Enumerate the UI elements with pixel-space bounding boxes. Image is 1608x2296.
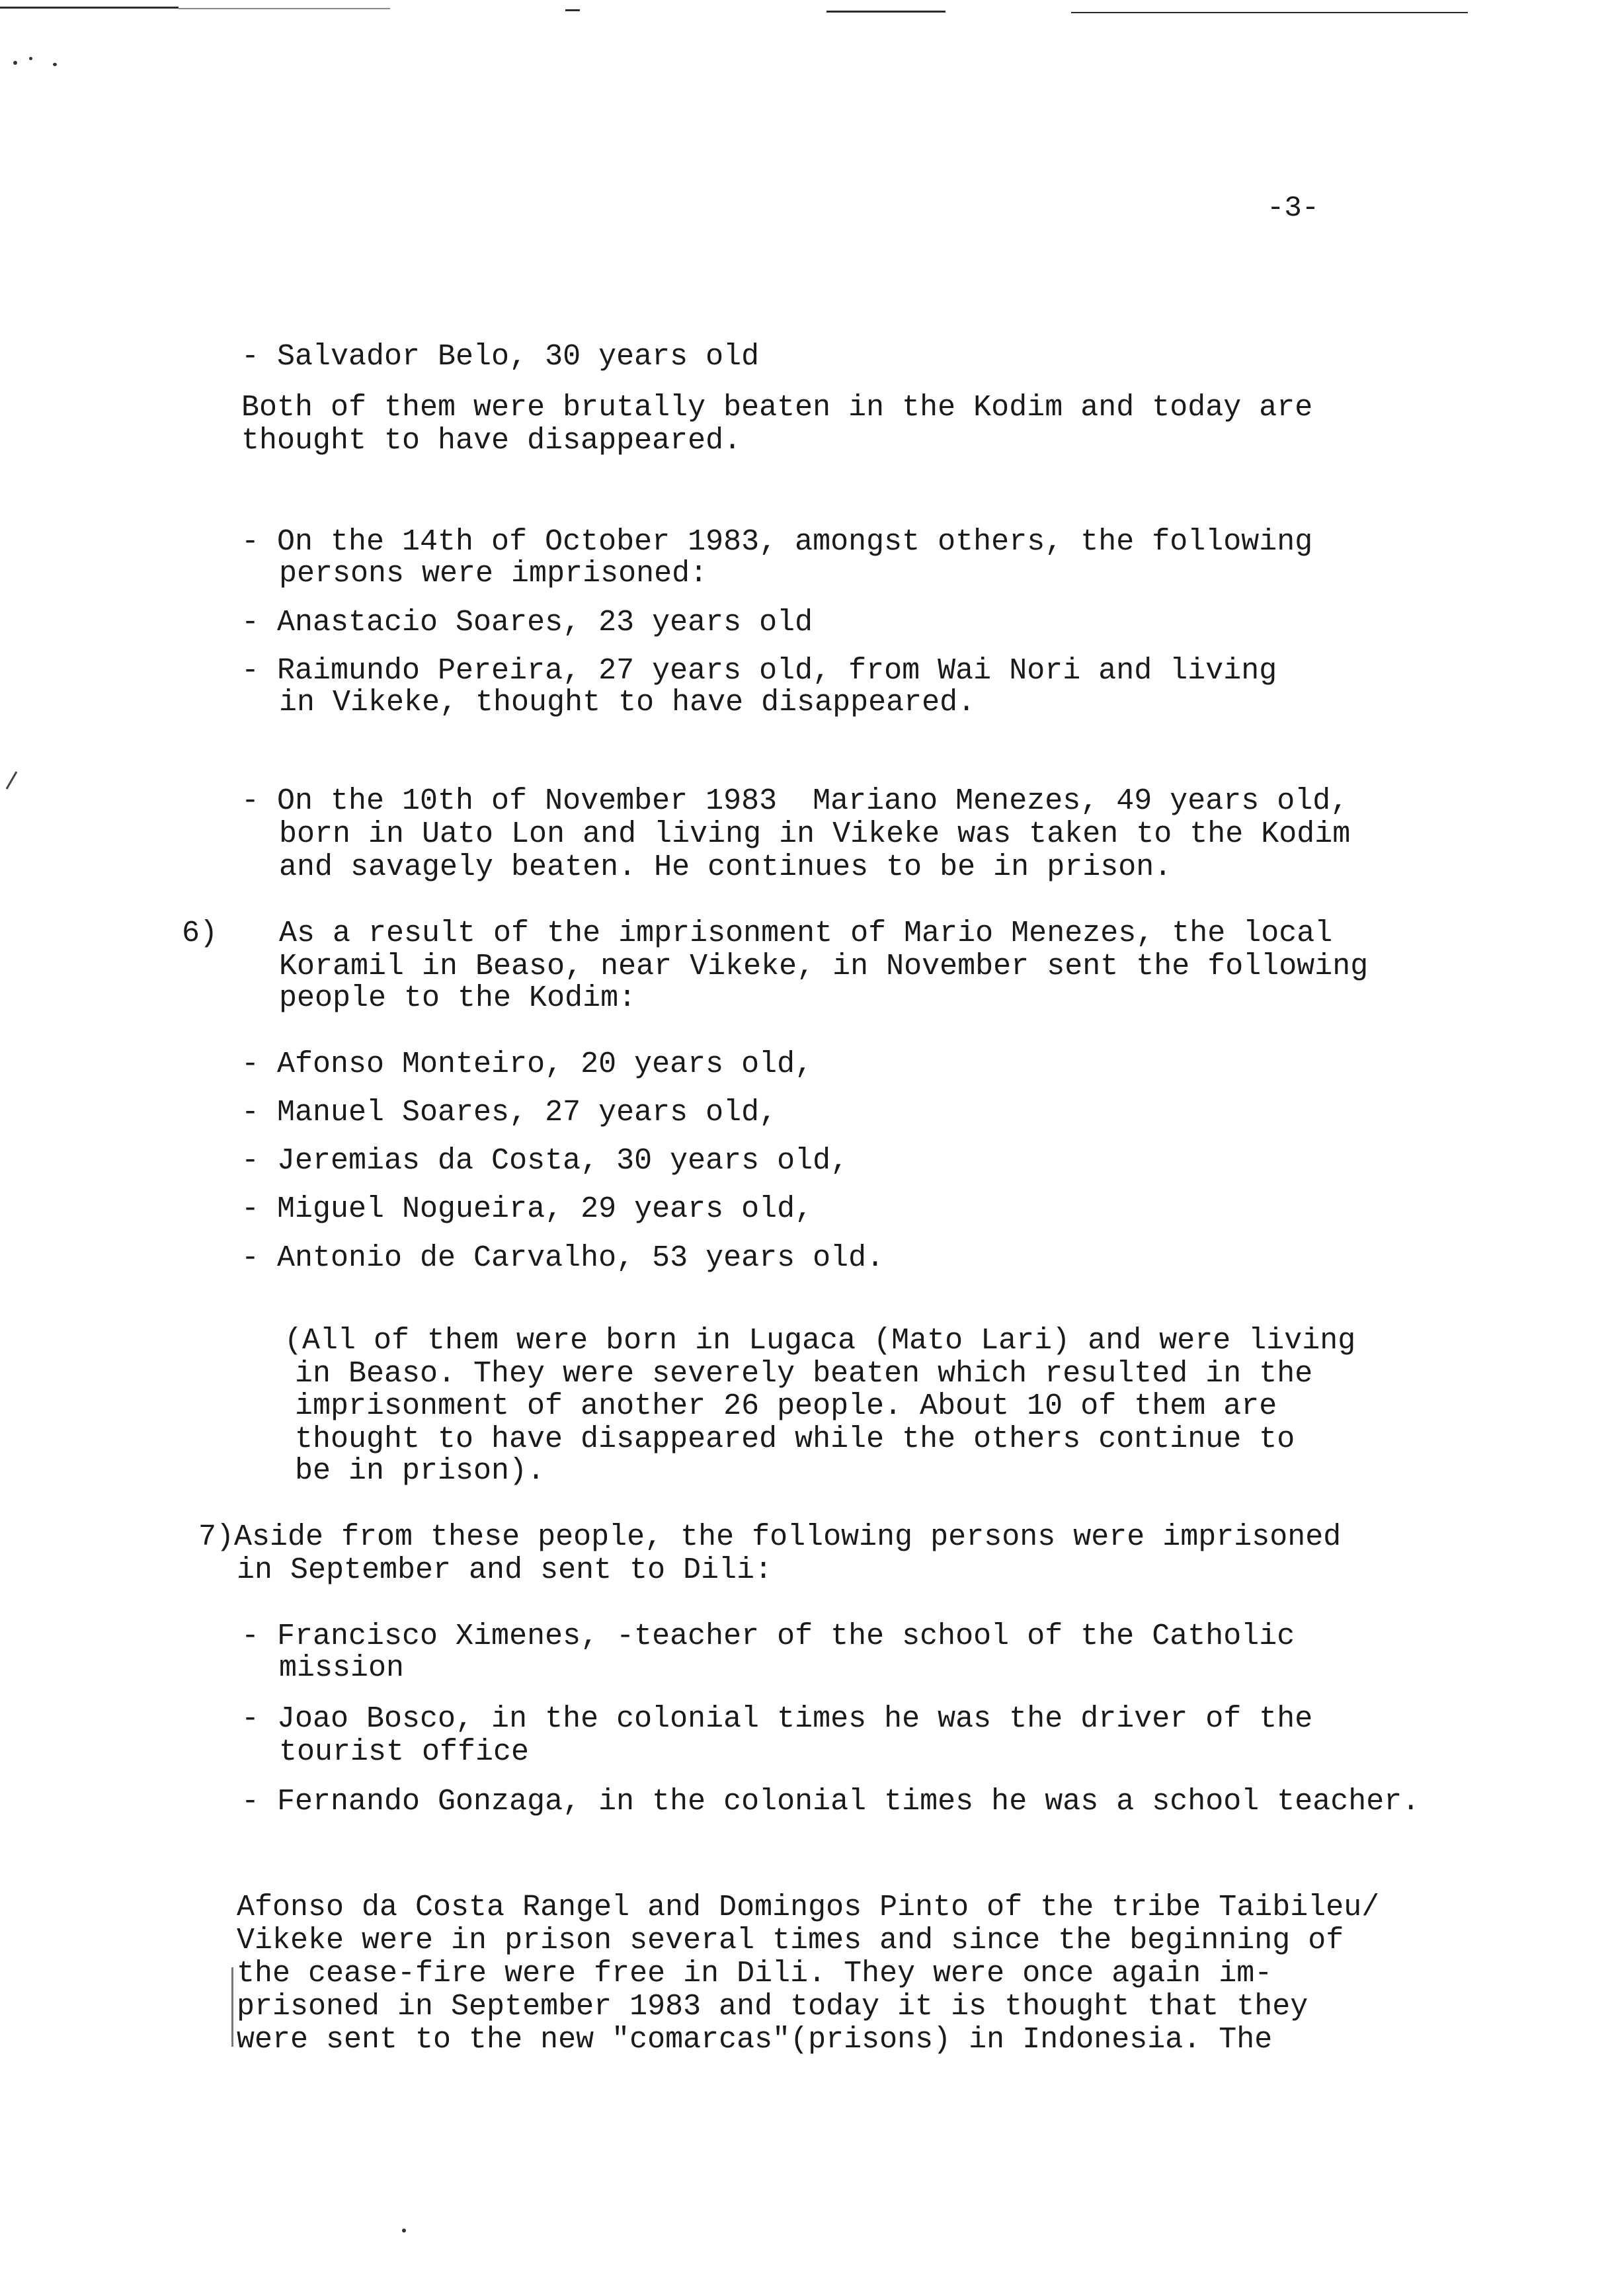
text-line: - Afonso Monteiro, 20 years old, <box>241 1047 813 1081</box>
text-line: - Anastacio Soares, 23 years old <box>241 606 813 639</box>
text-line: - Antonio de Carvalho, 53 years old. <box>241 1241 885 1275</box>
text-line: 7)Aside from these people, the following persons were imprisoned <box>198 1520 1342 1554</box>
scan-edge-line <box>826 11 945 13</box>
item-number: 6) <box>182 917 218 950</box>
text-line: - Salvador Belo, 30 years old <box>241 340 760 374</box>
text-line: thought to have disappeared while the others continue to <box>295 1422 1295 1456</box>
text-line: imprisonment of another 26 people. About 10 of them are <box>295 1389 1277 1423</box>
text-line: Afonso da Costa Rangel and Domingos Pinto of the tribe Taibileu/ <box>237 1891 1380 1924</box>
text-line: - Fernando Gonzaga, in the colonial times he was a school teacher. <box>241 1785 1420 1819</box>
scan-edge-line <box>1071 12 1468 13</box>
text-line: - Manuel Soares, 27 years old, <box>241 1096 778 1129</box>
text-line: be in prison). <box>295 1454 545 1488</box>
text-line: - On the 14th of October 1983, amongst others, the following <box>241 525 1313 559</box>
scan-speck <box>29 57 32 60</box>
scan-edge-line <box>565 9 580 11</box>
text-line: were sent to the new "comarcas"(prisons) in Indonesia. The <box>237 2023 1273 2057</box>
text-line: and savagely beaten. He continues to be in prison. <box>279 850 1172 884</box>
text-line: people to the Kodim: <box>279 981 637 1015</box>
scan-speck <box>13 61 17 65</box>
text-line: - Francisco Ximenes, -teacher of the school of the Catholic <box>241 1620 1295 1653</box>
text-line: - Raimundo Pereira, 27 years old, from Wai Nori and living <box>241 654 1277 688</box>
text-line: - On the 10th of November 1983 Mariano Menezes, 49 years old, <box>241 784 1349 818</box>
scan-edge-line <box>179 8 390 9</box>
scan-speck <box>53 63 57 66</box>
text-line: in September and sent to Dili: <box>237 1553 773 1587</box>
text-line: Koramil in Beaso, near Vikeke, in November sent the following <box>279 950 1369 983</box>
text-line: thought to have disappeared. <box>241 424 742 458</box>
text-line: - Jeremias da Costa, 30 years old, <box>241 1144 849 1178</box>
text-line: tourist office <box>279 1735 530 1769</box>
text-line: in Beaso. They were severely beaten which resulted in the <box>295 1357 1313 1391</box>
text-line: - Joao Bosco, in the colonial times he was the driver of the <box>241 1702 1313 1736</box>
text-line: - Miguel Nogueira, 29 years old, <box>241 1192 813 1226</box>
text-line: prisoned in September 1983 and today it is thought that they <box>237 1990 1308 2024</box>
text-line: mission <box>279 1651 405 1685</box>
text-line: Both of them were brutally beaten in the Kodim and today are <box>241 391 1313 425</box>
scan-edge-line <box>0 7 179 9</box>
scan-speck <box>402 2229 406 2233</box>
margin-mark <box>231 1967 233 2047</box>
text-line: in Vikeke, thought to have disappeared. <box>279 686 976 719</box>
text-line: persons were imprisoned: <box>279 557 708 591</box>
text-line: Vikeke were in prison several times and since the beginning of <box>237 1924 1344 1957</box>
text-line: born in Uato Lon and living in Vikeke was taken to the Kodim <box>279 817 1351 851</box>
page-number: -3- <box>1267 192 1320 225</box>
margin-mark <box>6 771 18 789</box>
text-line: (All of them were born in Lugaca (Mato Lari) and were living <box>284 1324 1356 1358</box>
text-line: As a result of the imprisonment of Mario Menezes, the local <box>279 917 1333 950</box>
text-line: the cease-fire were free in Dili. They were once again im- <box>237 1957 1273 1990</box>
